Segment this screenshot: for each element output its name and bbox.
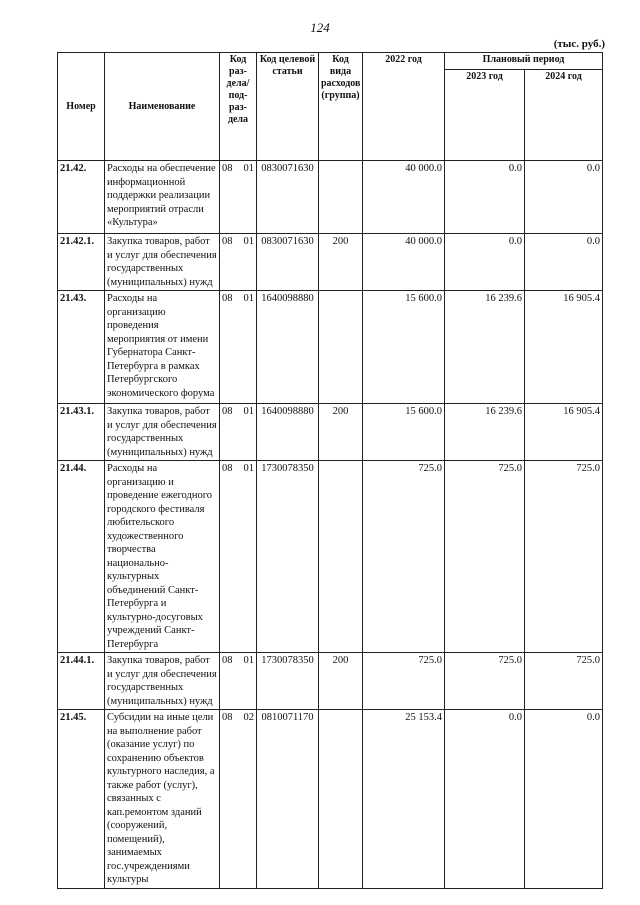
row-section [220, 161, 257, 234]
row-section [220, 291, 257, 404]
row-value-2022: 25 153.4 [363, 710, 445, 889]
row-target-code: 0830071630 [257, 234, 319, 291]
header-expense: Код вида расходов (группа) [319, 53, 363, 161]
table-row [58, 291, 603, 404]
table-row [58, 653, 603, 710]
row-number: 21.42.1. [58, 234, 105, 291]
row-section [220, 710, 257, 889]
row-value-2023: 0.0 [445, 710, 525, 889]
row-target-code: 1640098880 [257, 291, 319, 404]
row-name: Закупка товаров, работ и услуг для обеспечения государственных (муниципальных) нужд [105, 234, 220, 291]
row-number: 21.42. [58, 161, 105, 234]
row-value-2024: 0.0 [525, 234, 603, 291]
row-value-2024: 725.0 [525, 461, 603, 653]
row-section [220, 461, 257, 653]
header-name: Наименование [105, 53, 220, 161]
row-section [220, 404, 257, 461]
row-expense-code [319, 710, 363, 889]
row-section [220, 234, 257, 291]
row-target-code: 1730078350 [257, 461, 319, 653]
table-row [58, 404, 603, 461]
table-row [58, 461, 603, 653]
row-name: Субсидии на иные цели на выполнение работ (оказание услуг) по сохранению объектов культурного наследия, а также работ (услуг), связанных с кап.ремонтом зданий (сооружений, помещений), занимаемых гос.учреждениями культуры [105, 710, 220, 889]
row-value-2022: 15 600.0 [363, 291, 445, 404]
row-value-2022: 725.0 [363, 653, 445, 710]
row-subsection-code: 01 [243, 655, 254, 666]
row-section [220, 653, 257, 710]
row-name: Расходы на организацию проведения мероприятия от имени Губернатора Санкт-Петербурга в рамках Петербургского экономического форума [105, 291, 220, 404]
header-section: Код раз-дела/ под-раз-дела [220, 53, 257, 161]
row-expense-code [319, 291, 363, 404]
row-name: Расходы на организацию и проведение ежегодного городского фестиваля любительского художественного творчества национально-культурных объединений Санкт-Петербурга и культурно-досуговых учреждений Санкт-Петербурга [105, 461, 220, 653]
row-name: Расходы на обеспечение информационной поддержки реализации мероприятий отрасли «Культура» [105, 161, 220, 234]
row-subsection-code: 01 [243, 236, 254, 247]
row-expense-code [319, 461, 363, 653]
row-expense-code: 200 [319, 404, 363, 461]
row-expense-code: 200 [319, 234, 363, 291]
row-value-2023: 0.0 [445, 234, 525, 291]
header-planned: Плановый период [445, 53, 603, 70]
row-value-2023: 0.0 [445, 161, 525, 234]
row-target-code: 0830071630 [257, 161, 319, 234]
header-target: Код целевой статьи [257, 53, 319, 161]
row-section-code: 08 [222, 163, 233, 174]
row-section-code: 08 [222, 406, 233, 417]
table-row [58, 161, 603, 234]
row-value-2024: 16 905.4 [525, 404, 603, 461]
row-name: Закупка товаров, работ и услуг для обеспечения государственных (муниципальных) нужд [105, 653, 220, 710]
row-value-2024: 0.0 [525, 710, 603, 889]
row-target-code: 0810071170 [257, 710, 319, 889]
row-subsection-code: 01 [243, 463, 254, 474]
row-value-2022: 40 000.0 [363, 161, 445, 234]
header-number: Номер [58, 53, 105, 161]
row-number: 21.43.1. [58, 404, 105, 461]
row-section-code: 08 [222, 712, 233, 723]
row-value-2023: 16 239.6 [445, 291, 525, 404]
row-target-code: 1730078350 [257, 653, 319, 710]
header-2024: 2024 год [525, 70, 603, 161]
row-value-2024: 725.0 [525, 653, 603, 710]
units-label: (тыс. руб.) [553, 38, 605, 50]
row-value-2024: 0.0 [525, 161, 603, 234]
table-row [58, 234, 603, 291]
row-name: Закупка товаров, работ и услуг для обеспечения государственных (муниципальных) нужд [105, 404, 220, 461]
row-number: 21.44. [58, 461, 105, 653]
row-number: 21.43. [58, 291, 105, 404]
row-section-code: 08 [222, 655, 233, 666]
row-value-2022: 15 600.0 [363, 404, 445, 461]
row-expense-code [319, 161, 363, 234]
row-value-2022: 725.0 [363, 461, 445, 653]
row-subsection-code: 01 [243, 293, 254, 304]
row-section-code: 08 [222, 236, 233, 247]
row-value-2023: 725.0 [445, 653, 525, 710]
row-value-2023: 725.0 [445, 461, 525, 653]
row-number: 21.45. [58, 710, 105, 889]
row-subsection-code: 01 [243, 163, 254, 174]
row-value-2022: 40 000.0 [363, 234, 445, 291]
header-2023: 2023 год [445, 70, 525, 161]
header-2022: 2022 год [363, 53, 445, 161]
row-section-code: 08 [222, 293, 233, 304]
page-number: 124 [310, 20, 330, 35]
row-subsection-code: 01 [243, 406, 254, 417]
row-expense-code: 200 [319, 653, 363, 710]
table-row [58, 710, 603, 889]
row-section-code: 08 [222, 463, 233, 474]
row-value-2024: 16 905.4 [525, 291, 603, 404]
row-number: 21.44.1. [58, 653, 105, 710]
budget-table [57, 52, 603, 889]
row-target-code: 1640098880 [257, 404, 319, 461]
row-subsection-code: 02 [243, 712, 254, 723]
row-value-2023: 16 239.6 [445, 404, 525, 461]
